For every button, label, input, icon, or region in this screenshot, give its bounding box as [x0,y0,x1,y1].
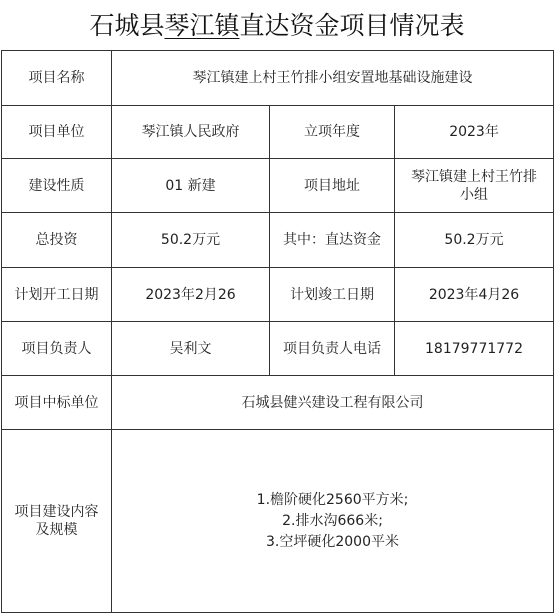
row-investment [2,213,554,268]
value-project-name: 琴江镇建上村王竹排小组安置地基础设施建设 [112,51,554,106]
value-project-unit: 琴江镇人民政府 [112,106,270,159]
label-construction-content: 项目建设内容及规模 [2,430,112,613]
label-direct-funds: 其中：直达资金 [270,213,395,268]
label-project-unit: 项目单位 [2,106,112,159]
value-total-investment: 50.2万元 [112,213,270,268]
label-total-investment: 总投资 [2,213,112,268]
label-construction-nature: 建设性质 [2,159,112,213]
label-approval-year: 立项年度 [270,106,395,159]
value-manager-phone: 18179771772 [395,322,554,376]
label-winning-bidder: 项目中标单位 [2,376,112,430]
row-project-name [2,51,554,106]
row-contact [2,322,554,376]
label-completion-date: 计划竣工日期 [270,268,395,322]
row-content [2,430,554,613]
value-construction-content [112,430,554,613]
value-direct-funds: 50.2万元 [395,213,554,268]
content-line: 3.空坪硬化2000平米 [266,533,400,550]
content-line: 2.排水沟666米; [282,512,383,529]
label-manager-phone: 项目负责人电话 [270,322,395,376]
value-winning-bidder: 石城县健兴建设工程有限公司 [112,376,554,430]
label-project-address: 项目地址 [270,159,395,213]
title-main: 直达资金项目情况表 [239,11,465,40]
value-approval-year: 2023年 [395,106,554,159]
row-unit-year [2,106,554,159]
label-project-manager: 项目负责人 [2,322,112,376]
row-contractor [2,376,554,430]
row-nature-address [2,159,554,213]
value-project-manager: 吴利文 [112,322,270,376]
project-info-table [1,50,554,613]
label-project-name: 项目名称 [2,51,112,106]
value-start-date: 2023年2月26 [112,268,270,322]
value-construction-nature: 01 新建 [112,159,270,213]
label-start-date: 计划开工日期 [2,268,112,322]
row-dates [2,268,554,322]
value-project-address: 琴江镇建上村王竹排小组 [395,159,554,213]
page-title [0,6,554,46]
value-completion-date: 2023年4月26 [395,268,554,322]
content-line: 1.檐阶硬化2560平方米; [256,491,409,508]
title-county: 石城县 [89,11,165,40]
title-town: 琴江镇 [164,11,240,40]
